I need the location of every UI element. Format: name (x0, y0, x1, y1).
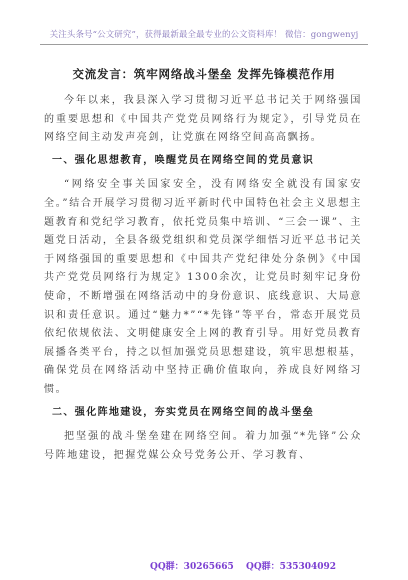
page-footer (0, 559, 408, 573)
footer-qq-group-1: QQ群：30265665 (150, 562, 234, 572)
intro-paragraph: 今年以来，我县深入学习贯彻习近平总书记关于网络强国的重要思想和《中国共产党党员网络行为规定》，引导党员在网络空间主动发声亮剑，让党旗在网络空间高高飘扬。 (44, 95, 362, 144)
footer-qq-group-2: QQ群：535304092 (246, 562, 337, 572)
document-title: 交流发言：筑牢网络战斗堡垒 发挥先锋模范作用 (72, 67, 336, 81)
header-divider (40, 44, 368, 45)
section-body-2: 把坚强的战斗堡垒建在网络空间。着力加强“*先锋”公众号阵地建设，把握党媒公众号党务公开、学习教育、 (44, 431, 362, 461)
section-heading-1: 一、强化思想教育，唤醒党员在网络空间的党员意识 (52, 154, 315, 166)
section-heading-2: 二、强化阵地建设，夯实党员在网络空间的战斗堡垒 (52, 406, 315, 418)
page-header (0, 0, 408, 58)
section-body-1: “网络安全事关国家安全，没有网络安全就没有国家安全。”结合开展学习贯彻习近平新时代中国特色社会主义思想主题教育和党纪学习教育，依托党员集中培训、“三会一课”、主题党日活动，全县各级党组织和党员深学细悟习近平总书记关于网络强国的重要思想和《中国共产党纪律处分条例》《中国共产党党员网络行为规定》1300余次，让党员时刻牢记身份使命，不断增强在网络活动中的身份意识、底线意识、大局意识和责任意识。通过“魅力*”“*先锋”等平台，常态开展党员依纪依规依法、文明健康安全上网的教育引导。用好党员教育展播各类平台，持之以恒加强党员思想建设，筑牢思想根基，确保党员在网络活动中坚持正确价值取向，养成良好网络习惯。 (44, 179, 362, 395)
document-body (44, 92, 362, 467)
header-promo-text: 关注头条号“公文研究”，获得最新最全最专业的公文资料库！ 微信：gongwenyj (49, 30, 359, 40)
